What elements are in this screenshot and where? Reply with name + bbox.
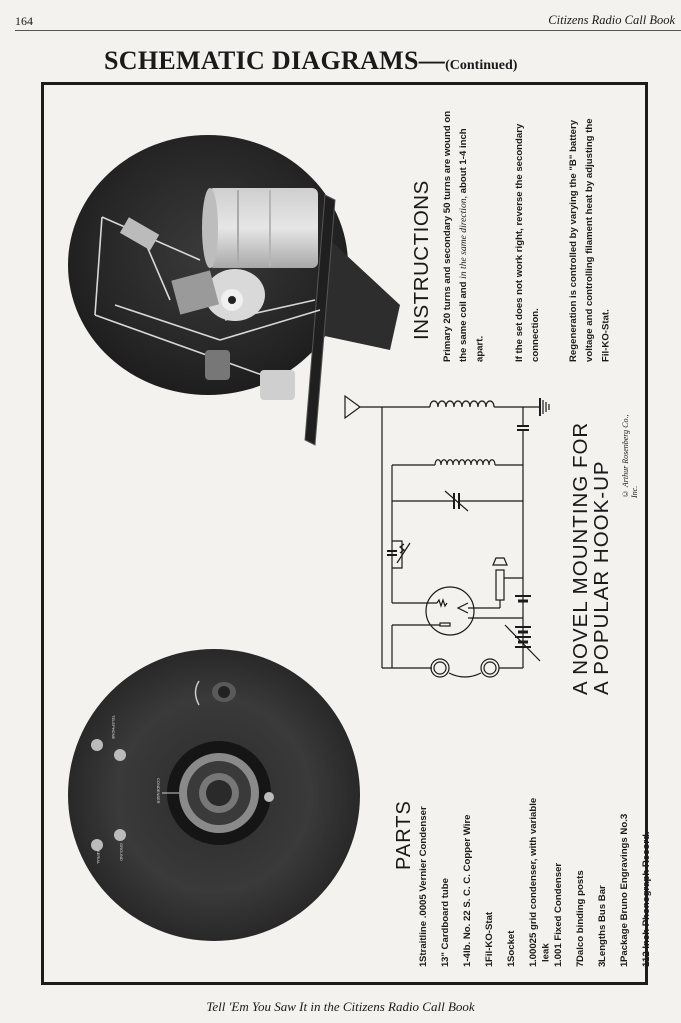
part-description: Fil-KO-Stat <box>484 911 495 962</box>
parts-list-item <box>462 745 484 967</box>
title-dash: — <box>418 46 446 75</box>
antenna-symbol <box>345 396 430 418</box>
caption-line-2: A POPULAR HOOK-UP <box>590 460 613 695</box>
running-head: Citizens Radio Call Book <box>548 13 675 27</box>
instr-p1-after: about 1-4 inch apart. <box>458 128 486 362</box>
instr-p2: If the set does not work right, reverse the secondary connection. <box>514 123 542 362</box>
part-quantity: 3 <box>597 961 608 967</box>
part-description: lb. No. 22 S. C. C. Copper Wire <box>462 814 473 954</box>
page-number: 164 <box>15 14 33 28</box>
title-main: SCHEMATIC DIAGRAMS <box>104 46 419 75</box>
part-quantity: 1 <box>418 961 429 967</box>
part-description: Dalco binding posts <box>575 869 586 962</box>
parts-list-item <box>484 745 506 967</box>
secondary-coil <box>392 460 523 465</box>
instructions-paragraph-2 <box>512 110 562 362</box>
parts-list-item <box>418 745 440 967</box>
part-description: .00025 grid condenser, with variable leak <box>528 797 552 962</box>
part-description: 12 Inch Phonograph Record. <box>641 831 652 962</box>
variable-condenser <box>392 491 523 511</box>
header-rule <box>15 30 681 31</box>
part-description: Lengths Bus Bar <box>597 884 608 962</box>
label-condenser: CONDENSER <box>156 778 161 804</box>
part-description: .001 Fixed Condenser <box>553 862 564 962</box>
instr-p1-before: Primary 20 turns and secondary 50 turns are wound on the same coil and <box>442 110 470 362</box>
title-continued: (Continued) <box>445 58 518 73</box>
parts-list-item <box>506 745 528 967</box>
instructions-paragraph-3 <box>566 110 634 362</box>
part-quantity: 1 <box>506 961 517 967</box>
part-description: Socket <box>506 930 517 962</box>
fixed-condenser <box>517 426 529 430</box>
part-quantity: 1 <box>528 961 539 967</box>
grid-condenser-leak <box>387 541 410 568</box>
part-quantity: 1 <box>484 961 495 967</box>
instr-p1-italic: in the same direction, <box>458 196 470 279</box>
label-aerial: AERIAL <box>96 850 101 865</box>
instructions-paragraph-1 <box>440 110 508 362</box>
part-quantity: 1 <box>440 961 451 967</box>
phone-receivers <box>382 655 523 677</box>
parts-list-item <box>528 745 553 967</box>
parts-list-item <box>641 745 663 967</box>
parts-list-item <box>575 745 597 967</box>
figure-caption <box>570 383 612 695</box>
parts-list <box>418 745 663 967</box>
part-quantity: 1-4 <box>462 953 473 967</box>
panel-photo <box>62 645 362 945</box>
parts-heading: PARTS <box>393 800 415 870</box>
ground-symbol <box>540 398 549 416</box>
parts-list-item <box>440 745 462 967</box>
part-description: Package Bruno Engravings No.3 <box>619 813 630 962</box>
part-quantity: 1 <box>619 961 630 967</box>
instr-p3: Regeneration is controlled by varying the "B" battery voltage and controlling filament heat by adjusting the Fil-KO-Stat. <box>568 118 612 362</box>
footer-slogan: Tell 'Em You Saw It in the Citizens Radio Call Book <box>206 999 475 1014</box>
label-telephone: TELEPHONE <box>111 715 116 740</box>
coil-tube <box>202 188 318 268</box>
parts-list-item <box>619 745 641 967</box>
parts-list-item <box>597 745 619 967</box>
part-quantity: 7 <box>575 961 586 967</box>
vacuum-tube <box>392 587 523 668</box>
parts-list-item <box>553 745 575 967</box>
copyright-notice: © Arthur Rosenberg Co., Inc. <box>621 414 639 498</box>
part-description: Straitline .0005 Vernier Condenser <box>418 805 429 962</box>
instructions-heading: INSTRUCTIONS <box>410 180 433 340</box>
part-quantity: 1 <box>641 961 652 967</box>
primary-coil <box>430 401 540 407</box>
schematic-diagram <box>340 393 550 683</box>
label-ground: GROUND <box>119 843 124 861</box>
part-description: 3" Cardboard tube <box>440 877 451 962</box>
part-quantity: 1 <box>553 961 564 967</box>
page-title <box>104 46 517 76</box>
caption-line-1: A NOVEL MOUNTING FOR <box>569 421 592 695</box>
